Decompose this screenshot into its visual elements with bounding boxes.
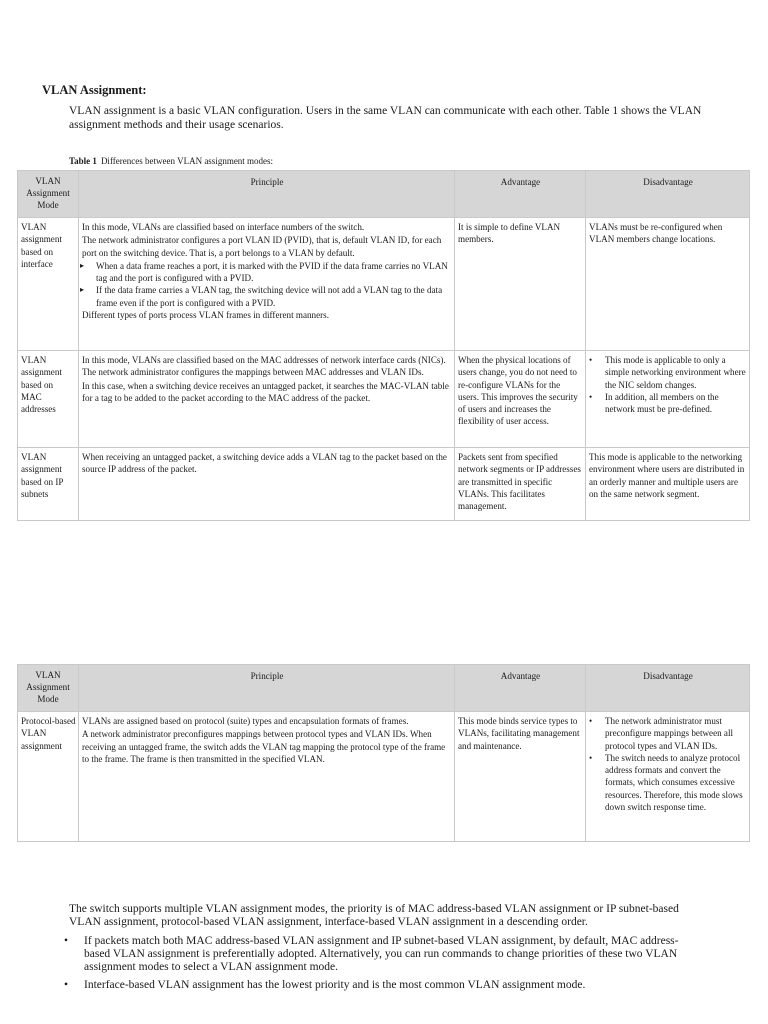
priority-paragraph: The switch supports multiple VLAN assignment modes, the priority is of MAC address-based VLAN assignment or IP subnet-based VLAN assignment, protocol-based VLAN assignment, interface-based VLAN assignment in a descending order. xyxy=(69,903,679,928)
table-row xyxy=(18,351,750,448)
row-principle-cell xyxy=(79,712,455,842)
row-mode-cell: VLAN assignment based on IP subnets xyxy=(18,448,79,521)
row-advantage-cell: When the physical locations of users change, you do not need to re-configure VLANs for the users. This improves the security of users and increases the flexibility of user access. xyxy=(455,351,586,448)
row-principle-cell xyxy=(79,218,455,351)
row-disadvantage-cell xyxy=(586,712,750,842)
intro-paragraph: VLAN assignment is a basic VLAN configuration. Users in the same VLAN can communicate with each other. Table 1 shows the VLAN assignment methods and their usage scenarios. xyxy=(69,105,702,131)
principle-text: The network administrator configures a port VLAN ID (PVID), that is, default VLAN ID, for each port on the switching device. That is, a port belongs to a VLAN by default. xyxy=(82,235,442,258)
vlan-assignment-table-continued xyxy=(17,664,750,842)
disadvantage-bullet: • In addition, all members on the network must be pre-defined. xyxy=(589,391,747,416)
row-principle-cell: When receiving an untagged packet, a switching device adds a VLAN tag to the packet based on the source IP address of the packet. xyxy=(79,448,455,521)
row-disadvantage-cell: VLANs must be re-configured when VLAN members change locations. xyxy=(586,218,750,351)
header-disadvantage: Disadvantage xyxy=(586,665,750,712)
header-principle: Principle xyxy=(79,171,455,218)
row-advantage-cell: This mode binds service types to VLANs, facilitating management and maintenance. xyxy=(455,712,586,842)
row-mode-cell: Protocol-based VLAN assignment xyxy=(18,712,79,842)
table-row xyxy=(18,448,750,521)
row-mode-cell: VLAN assignment based on interface xyxy=(18,218,79,351)
row-mode-cell: VLAN assignment based on MAC addresses xyxy=(18,351,79,448)
disadvantage-bullet: • This mode is applicable to only a simple networking environment where the NIC seldom changes. xyxy=(589,354,747,391)
header-mode: VLAN Assignment Mode xyxy=(18,171,79,218)
principle-text: Different types of ports process VLAN frames in different manners. xyxy=(82,310,329,321)
principle-text: In this case, when a switching device receives an untagged packet, it searches the MAC-VLAN table for a tag to be added to the packet according to the MAC address of the packet. xyxy=(82,380,449,403)
priority-bullet: • Interface-based VLAN assignment has the lowest priority and is the most common VLAN assignment mode. xyxy=(63,979,703,992)
row-advantage-cell: Packets sent from specified network segments or IP addresses are transmitted in specific VLANs. This facilitates management. xyxy=(455,448,586,521)
principle-bullet: ▸ If the data frame carries a VLAN tag, the switching device will not add a VLAN tag to the data frame even if the port is configured with a PVID. xyxy=(82,284,452,309)
principle-bullet: ▸ When a data frame reaches a port, it is marked with the PVID if the data frame carries no VLAN tag and the port is configured with a PVID. xyxy=(82,260,452,285)
row-disadvantage-cell: This mode is applicable to the networking environment where users are distributed in an orderly manner and multiple users are on the same network segment. xyxy=(586,448,750,521)
header-disadvantage: Disadvantage xyxy=(586,171,750,218)
principle-text: In this mode, VLANs are classified based on the MAC addresses of network interface cards (NICs). The network administrator configures the mappings between MAC addresses and VLAN IDs. xyxy=(82,355,446,378)
section-heading: VLAN Assignment: xyxy=(42,83,147,97)
disadvantage-bullet-list xyxy=(589,354,747,415)
header-principle: Principle xyxy=(79,665,455,712)
header-advantage: Advantage xyxy=(455,665,586,712)
principle-text: VLANs are assigned based on protocol (suite) types and encapsulation formats of frames. xyxy=(82,716,409,726)
table-row xyxy=(18,712,750,842)
table-header-row xyxy=(18,665,750,712)
row-disadvantage-cell xyxy=(586,351,750,448)
priority-bullet: • If packets match both MAC address-based VLAN assignment and IP subnet-based VLAN assignment, by default, MAC address-based VLAN assignment is preferentially adopted. Alternatively, you can run commands to change priorities of these two VLAN assignment modes to select a VLAN assignment mode. xyxy=(63,935,703,974)
header-mode: VLAN Assignment Mode xyxy=(18,665,79,712)
table-caption xyxy=(69,156,273,166)
priority-bullet-list xyxy=(63,935,703,997)
row-principle-cell xyxy=(79,351,455,448)
row-advantage-cell: It is simple to define VLAN members. xyxy=(455,218,586,351)
disadvantage-bullet: • The switch needs to analyze protocol address formats and convert the formats, which consumes excessive resources. Therefore, this mode slows down switch response time. xyxy=(589,752,747,813)
principle-bullet-list xyxy=(82,260,452,309)
vlan-assignment-table xyxy=(17,170,750,521)
disadvantage-bullet: • The network administrator must preconfigure mappings between all protocol types and VLAN IDs. xyxy=(589,715,747,752)
table-row xyxy=(18,218,750,351)
table-caption-text: Differences between VLAN assignment modes: xyxy=(100,156,274,166)
principle-text: In this mode, VLANs are classified based on interface numbers of the switch. xyxy=(82,222,365,232)
principle-text: A network administrator preconfigures mappings between protocol types and VLAN IDs. When receiving an untagged frame, the switch adds the VLAN tag mapping the protocol type of the frame to the frame. The frame is then transmitted in the specified VLAN. xyxy=(82,729,446,764)
table-caption-label: Table 1 xyxy=(69,156,97,166)
header-advantage: Advantage xyxy=(455,171,586,218)
table-header-row xyxy=(18,171,750,218)
disadvantage-bullet-list xyxy=(589,715,747,813)
